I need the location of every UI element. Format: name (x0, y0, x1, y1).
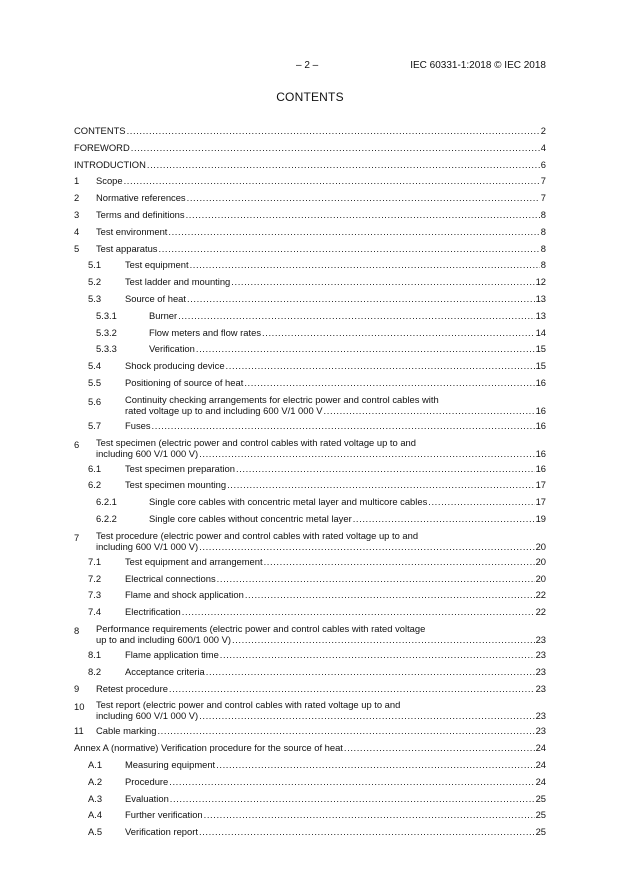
dot-leader (231, 274, 534, 291)
dot-leader (196, 341, 535, 358)
toc-entry-number: 2 (74, 192, 80, 204)
toc-entry-number: 9 (74, 682, 80, 694)
toc-entry-page: 20 (535, 540, 546, 552)
dot-leader (204, 807, 535, 824)
dot-leader (236, 461, 535, 478)
dot-leader (186, 207, 540, 224)
toc-entry-page: 23 (535, 682, 546, 694)
toc-entry[interactable] (74, 807, 546, 824)
toc-entry-title: Test specimen preparation (125, 462, 235, 474)
toc-entry-page: 15 (535, 343, 546, 355)
toc-entry-title: Performance requirements (electric power and control cables with rated voltage (96, 622, 426, 634)
toc-entry-title: Terms and definitions (96, 208, 185, 220)
toc-entry-title: Cable marking (96, 725, 157, 737)
toc-entry-page: 23 (535, 648, 546, 660)
toc-entry-page: 12 (535, 276, 546, 288)
toc-entry[interactable] (74, 604, 546, 621)
dot-leader (324, 405, 535, 416)
dot-leader (217, 571, 535, 588)
toc-entry[interactable] (74, 824, 546, 841)
toc-entry[interactable] (74, 190, 546, 207)
toc-entry[interactable] (74, 528, 546, 554)
toc-entry-number: 5.5 (88, 376, 102, 388)
toc-entry-number: 5.3.1 (96, 309, 117, 321)
toc-entry[interactable] (74, 207, 546, 224)
toc-entry-number: 6.1 (88, 462, 102, 474)
dot-leader (169, 774, 534, 791)
toc-entry[interactable] (74, 757, 546, 774)
toc-entry-title: Test report (electric power and control cables with rated voltage up to and (96, 699, 401, 711)
toc-entry-title: Test ladder and mounting (125, 276, 231, 288)
toc-entry-title: Test equipment (125, 259, 189, 271)
toc-entry-title: Test apparatus (96, 242, 158, 254)
toc-entry[interactable] (74, 461, 546, 478)
toc-entry-title: Verification (149, 343, 195, 355)
toc-entry-number: 6.2.1 (96, 496, 117, 508)
dot-leader (206, 664, 535, 681)
toc-entry-title: CONTENTS (74, 125, 126, 136)
toc-entry-title: Fuses (125, 419, 151, 431)
toc-entry-number: 4 (74, 225, 80, 237)
toc-entry-title: Test environment (96, 225, 168, 237)
dot-leader (124, 173, 540, 190)
toc-entry-number: 5.3.3 (96, 343, 117, 355)
toc-entry-page: 8 (540, 208, 546, 220)
toc-entry-page: 25 (535, 826, 546, 838)
toc-entry-title: Flow meters and flow rates (149, 326, 262, 338)
toc-entry-page: 16 (535, 462, 546, 474)
toc-entry[interactable] (74, 291, 546, 308)
toc-entry-page: 13 (535, 292, 546, 304)
toc-entry[interactable] (74, 274, 546, 291)
toc-entry[interactable] (74, 341, 546, 358)
toc-entry-number: 6.2 (88, 479, 102, 491)
page-number: – 2 – (296, 60, 319, 71)
dot-leader (344, 740, 535, 757)
toc-entry-page: 23 (535, 710, 546, 722)
toc-entry[interactable] (74, 511, 546, 528)
toc-entry-title: FOREWORD (74, 141, 130, 153)
dot-leader (190, 257, 540, 274)
toc-entry[interactable] (74, 554, 546, 571)
toc-entry-title: Scope (96, 175, 123, 187)
toc-entry-number: 7.1 (88, 555, 102, 567)
toc-entry-title: Electrification (125, 606, 181, 618)
toc-entry-page: 15 (535, 360, 546, 372)
toc-entry-title: Test specimen mounting (125, 479, 227, 491)
toc-entry[interactable] (74, 571, 546, 588)
toc-entry-page: 16 (535, 447, 546, 459)
dot-leader (187, 291, 535, 308)
toc-entry[interactable] (74, 241, 546, 258)
dot-leader (182, 604, 535, 621)
dot-leader (216, 757, 534, 774)
toc-entry-page: 20 (535, 555, 546, 567)
toc-entry-title: Further verification (125, 809, 203, 821)
toc-entry-number: 8.2 (88, 665, 102, 677)
toc-entry-title: Electrical connections (125, 572, 216, 584)
toc-entry[interactable] (74, 740, 546, 757)
toc-entry-page: 25 (535, 792, 546, 804)
toc-entry[interactable] (74, 257, 546, 274)
toc-entry-page: 24 (535, 742, 546, 754)
toc-entry-page: 14 (535, 326, 546, 338)
dot-leader (428, 494, 534, 511)
toc-entry-page: 24 (535, 758, 546, 770)
toc-entry-number: 5.1 (88, 259, 102, 271)
dot-leader (353, 511, 535, 528)
toc-entry-title: Retest procedure (96, 682, 168, 694)
toc-entry-title: INTRODUCTION (74, 158, 146, 170)
toc-entry-page: 17 (535, 496, 546, 508)
dot-leader (168, 224, 539, 241)
toc-entry-title: Evaluation (125, 792, 169, 804)
toc-entry-page: 6 (540, 158, 546, 170)
toc-entry-page: 16 (535, 404, 546, 416)
toc-entry-page: 7 (540, 175, 546, 187)
dot-leader (131, 140, 540, 157)
toc-entry-number: 5.3 (88, 292, 102, 304)
dot-leader (170, 791, 535, 808)
toc-entry-number: 7.2 (88, 572, 102, 584)
toc-entry-title: Acceptance criteria (125, 665, 205, 677)
toc-entry-number: 7.4 (88, 606, 102, 618)
toc-entry-title: including 600 V/1 000 V) (96, 447, 199, 459)
toc-entry-number: 7 (74, 531, 80, 543)
toc-entry-number: 5.7 (88, 419, 102, 431)
toc-entry[interactable] (74, 392, 546, 418)
toc-entry-title: Verification report (125, 826, 198, 838)
toc-entry-number: A.2 (88, 775, 103, 787)
toc-entry-title: Test procedure (electric power and control cables with rated voltage up to and (96, 529, 419, 541)
toc-entry-title: Single core cables without concentric metal layer (149, 512, 352, 524)
toc-entry[interactable] (74, 587, 546, 604)
toc-entry[interactable] (74, 358, 546, 375)
toc-entry-number: A.4 (88, 809, 103, 821)
toc-entry-number: 5.6 (88, 395, 102, 407)
toc-entry-number: A.1 (88, 758, 103, 770)
toc-entry-page: 23 (535, 633, 546, 645)
toc-entry-number: 5.2 (88, 276, 102, 288)
toc-entry-page: 22 (535, 589, 546, 601)
toc-entry-page: 4 (540, 141, 546, 153)
toc-entry-number: 10 (74, 701, 85, 713)
toc-entry[interactable] (74, 325, 546, 342)
toc-entry-page: 17 (535, 479, 546, 491)
toc-entry[interactable] (74, 435, 546, 461)
dot-leader (264, 554, 535, 571)
toc-entry-page: 8 (540, 225, 546, 237)
dot-leader (127, 123, 540, 140)
toc-entry[interactable] (74, 723, 546, 740)
toc-entry[interactable] (74, 774, 546, 791)
toc-entry-number: 1 (74, 175, 80, 187)
toc-entry[interactable] (74, 664, 546, 681)
toc-entry-title: rated voltage up to and including 600 V/1 000 V (125, 404, 323, 416)
toc-entry-page: 25 (535, 809, 546, 821)
toc-entry-title: Flame application time (125, 648, 219, 660)
dot-leader (232, 634, 535, 645)
toc-entry-number: 8 (74, 624, 80, 636)
toc-entry-title: Burner (149, 309, 178, 321)
toc-entry[interactable] (74, 173, 546, 190)
toc-entry[interactable] (74, 308, 546, 325)
toc-entry-title: Test equipment and arrangement (125, 555, 263, 567)
toc-entry[interactable] (74, 140, 546, 157)
standard-identifier: IEC 60331-1:2018 © IEC 2018 (410, 60, 546, 71)
toc-entry-title: Measuring equipment (125, 758, 216, 770)
toc-entry-title: Single core cables with concentric metal layer and multicore cables (149, 496, 428, 508)
toc-entry-title: Flame and shock application (125, 589, 244, 601)
toc-entry[interactable] (74, 621, 546, 647)
toc-entry-number: A.3 (88, 792, 103, 804)
dot-leader (199, 541, 534, 552)
toc-entry-title: including 600 V/1 000 V) (96, 710, 199, 722)
toc-entry-page: 24 (535, 775, 546, 787)
dot-leader (199, 448, 534, 459)
toc-entry-page: 2 (540, 125, 546, 136)
dot-leader (245, 587, 535, 604)
dot-leader (226, 358, 535, 375)
toc-entry-page: 13 (535, 309, 546, 321)
toc-entry[interactable] (74, 157, 546, 174)
dot-leader (220, 647, 535, 664)
toc-entry-number: 6 (74, 438, 80, 450)
toc-entry-number: 11 (74, 725, 84, 737)
dot-leader (159, 241, 540, 258)
toc-entry-page: 16 (535, 419, 546, 431)
dot-leader (227, 477, 534, 494)
page-title: CONTENTS (276, 90, 344, 104)
toc-entry-title: Continuity checking arrangements for electric power and control cables with (125, 393, 439, 405)
toc-entry[interactable] (74, 647, 546, 664)
toc-entry[interactable] (74, 418, 546, 435)
toc-entry-number: 3 (74, 208, 80, 220)
toc-entry[interactable] (74, 224, 546, 241)
toc-entry-title: Positioning of source of heat (125, 376, 244, 388)
toc-entry-page: 16 (535, 376, 546, 388)
toc-entry-number: 7.3 (88, 589, 102, 601)
toc-entry-page: 22 (535, 606, 546, 618)
dot-leader (199, 710, 534, 721)
toc-entry-number: 5.3.2 (96, 326, 117, 338)
toc-entry-page: 8 (540, 242, 546, 254)
dot-leader (244, 375, 534, 392)
toc-entry-number: A.5 (88, 826, 103, 838)
toc-entry-page: 8 (540, 259, 546, 271)
toc-entry-title: up to and including 600/1 000 V) (96, 633, 231, 645)
toc-entry-page: 19 (535, 512, 546, 524)
toc-entry-number: 6.2.2 (96, 512, 117, 524)
table-of-contents (74, 123, 546, 841)
toc-entry[interactable] (74, 477, 546, 494)
toc-entry-page: 7 (540, 192, 546, 204)
toc-entry-page: 23 (535, 665, 546, 677)
dot-leader (169, 681, 535, 698)
toc-entry[interactable] (74, 123, 546, 140)
toc-entry-page: 23 (535, 725, 546, 737)
toc-entry-title: Annex A (normative) Verification procedure for the source of heat (74, 742, 343, 754)
toc-entry-title: Shock producing device (125, 360, 225, 372)
toc-entry[interactable] (74, 697, 546, 723)
toc-entry-number: 8.1 (88, 648, 102, 660)
dot-leader (262, 325, 535, 342)
dot-leader (187, 190, 540, 207)
toc-entry-title: Procedure (125, 775, 169, 787)
dot-leader (157, 723, 534, 740)
dot-leader (152, 418, 535, 435)
toc-entry-number: 5.4 (88, 360, 102, 372)
dot-leader (147, 157, 540, 174)
toc-entry[interactable] (74, 494, 546, 511)
dot-leader (178, 308, 534, 325)
toc-entry-number: 5 (74, 242, 80, 254)
toc-entry-title: Source of heat (125, 292, 186, 304)
toc-entry[interactable] (74, 375, 546, 392)
toc-entry-title: including 600 V/1 000 V) (96, 540, 199, 552)
toc-entry[interactable] (74, 791, 546, 808)
dot-leader (199, 824, 535, 841)
toc-entry-page: 20 (535, 572, 546, 584)
toc-entry-title: Test specimen (electric power and control cables with rated voltage up to and (96, 436, 416, 448)
toc-entry[interactable] (74, 681, 546, 698)
toc-entry-title: Normative references (96, 192, 186, 204)
